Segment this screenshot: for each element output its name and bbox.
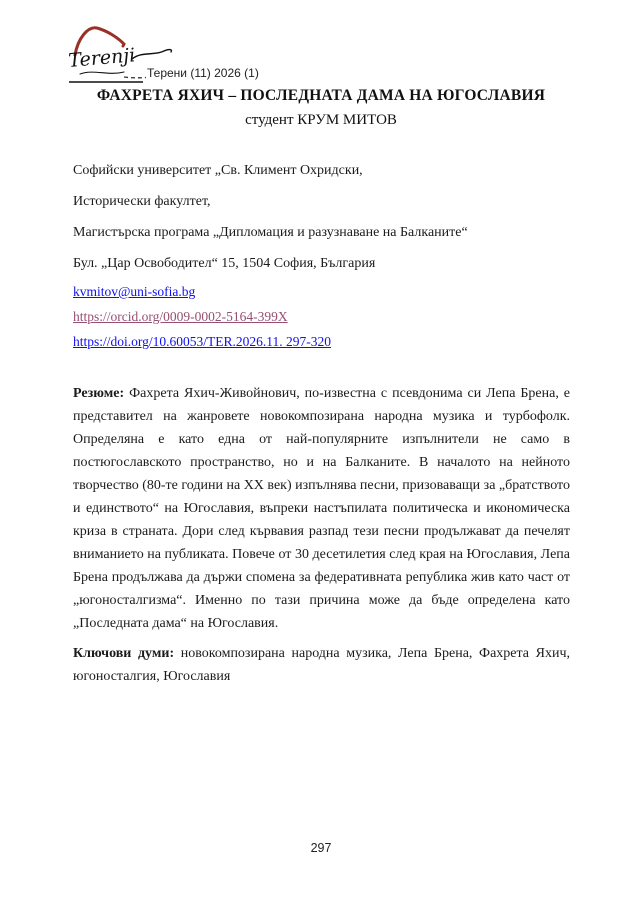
email-link[interactable]: kvmitov@uni-sofia.bg [73,284,196,299]
keywords-text: новокомпозирана народна музика, Лепа Брена, Фахрета Яхич, югоносталгия, Югославия [73,646,571,684]
keywords-paragraph [73,642,570,688]
logo-dotted-trail [124,77,146,78]
logo-ground-stroke [80,72,124,74]
links-block [73,285,572,360]
author-line: студент КРУМ МИТОВ [245,112,397,128]
abstract-text: Фахрета Яхич-Живойнович, по-известна с псевдонима си Лепа Брена, е представител на жанровете новокомпозирана народна музика и турбофолк. Определяна е като една от най-популярните изпълнители не само в постюгославското пространство, но и на Балканите. В началото на нейното творчество (80-те години на ХХ век) изпълнява песни, призоваващи за „братството и единството“ на Югославия, въпреки настъпилата политическа и икономическа криза в страната. Дори след кървавия разпад тези песни продължават да печелят вниманието на публиката. Повече от 30 десетилетия след края на Югославия, Лепа Брена продължава да държи спомена за федеративната република жив като част от „югоносталгизма“. Именно по тази причина може да бъде определена като „Последната дама“ на Югославия. [73,386,571,631]
doi-link[interactable]: https://doi.org/10.60053/TER.2026.11. 297-320 [73,334,332,349]
page-number: 297 [310,841,332,855]
affiliation-block [73,163,572,287]
article-title: ФАХРЕТА ЯХИЧ – ПОСЛЕДНАТА ДАМА НА ЮГОСЛАВИЯ [96,87,546,104]
affiliation-line-program: Магистърска програма „Дипломация и разузнаване на Балканите“ [73,225,468,240]
logo-flourish-stroke [132,50,172,59]
abstract-label: Резюме: [73,386,125,401]
orcid-link[interactable]: https://orcid.org/0009-0002-5164-399X [73,309,288,324]
journal-logo-text: Terenji [67,44,137,72]
keywords-label: Ключови думи: [73,646,175,661]
journal-issue-label: Терени (11) 2026 (1) [147,66,259,80]
affiliation-line-address: Бул. „Цар Освободител“ 15, 1504 София, България [73,256,376,271]
article-body [73,382,570,688]
affiliation-line-university: Софийски университет „Св. Климент Охридски, [73,163,363,178]
affiliation-line-faculty: Исторически факултет, [73,194,211,209]
abstract-paragraph [73,382,570,635]
page-footer [0,841,642,855]
